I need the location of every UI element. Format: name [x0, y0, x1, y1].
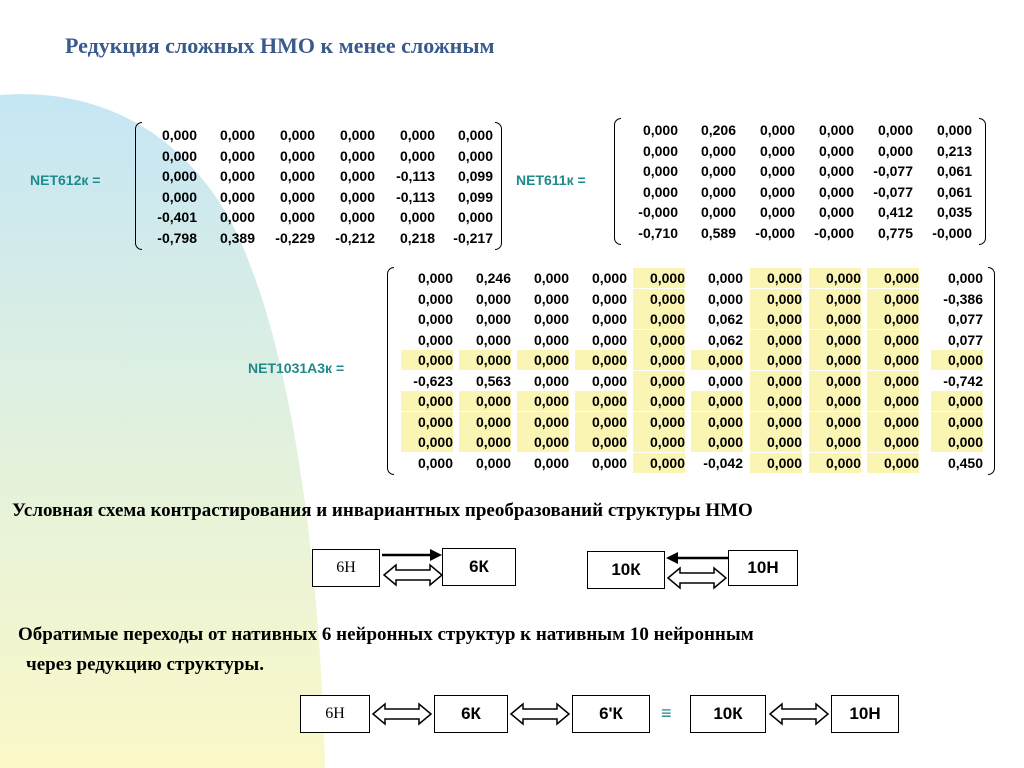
- matrix-cell: 0,000: [517, 391, 569, 411]
- matrix-cell: 0,000: [867, 412, 919, 432]
- node-label: 6Н: [336, 559, 356, 576]
- matrix-cell: 0,000: [417, 454, 453, 471]
- matrix-cell: 0,000: [642, 163, 678, 179]
- matrix-cell: 0,000: [759, 122, 795, 138]
- double-arrow-icon: [509, 701, 571, 727]
- matrix-cell: 0,000: [707, 290, 743, 307]
- matrix-cell: -0,212: [335, 229, 375, 246]
- matrix-cell: 0,000: [399, 127, 435, 143]
- matrix-cell: 0,000: [867, 268, 919, 288]
- matrix-row: [387, 391, 995, 412]
- matrix-cell: 0,000: [691, 432, 743, 452]
- matrix-cell: 0,389: [219, 229, 255, 246]
- matrix-cell: 0,000: [633, 350, 685, 370]
- matrix-cell: 0,000: [936, 122, 972, 138]
- matrix-cell: 0,218: [399, 229, 435, 246]
- matrix-net612: [135, 122, 502, 250]
- matrix-cell: 0,000: [642, 142, 678, 159]
- matrix-cell: 0,077: [947, 331, 983, 348]
- matrix-cell: 0,000: [339, 209, 375, 225]
- matrix-cell: 0,000: [533, 372, 569, 389]
- matrix-cell: 0,000: [750, 330, 802, 350]
- matrix-cell: 0,000: [750, 391, 802, 411]
- matrix-cell: 0,000: [575, 391, 627, 411]
- section-text-line1: Обратимые переходы от нативных 6 нейронных структур к нативным 10 нейронным: [18, 624, 754, 645]
- matrix-cell: -0,217: [453, 229, 493, 246]
- matrix-cell: 0,000: [219, 127, 255, 143]
- node-6n: [300, 695, 370, 733]
- matrix-cell: 0,000: [339, 127, 375, 143]
- double-arrow-icon: [382, 562, 444, 588]
- matrix-cell: 0,000: [867, 350, 919, 370]
- double-arrow-icon: [768, 701, 830, 727]
- matrix-cell: 0,000: [575, 350, 627, 370]
- matrix-cell: -0,000: [638, 204, 678, 220]
- matrix-cell: 0,000: [161, 147, 197, 164]
- matrix-cell: 0,000: [750, 289, 802, 309]
- matrix-cell: 0,000: [457, 147, 493, 164]
- arrow-left-icon: [664, 551, 730, 565]
- matrix-cell: 0,000: [877, 142, 913, 159]
- matrix-cell: 0,000: [931, 432, 983, 452]
- matrix-cell: 0,000: [161, 127, 197, 143]
- matrix-cell: -0,000: [755, 224, 795, 241]
- matrix-cell: 0,000: [633, 289, 685, 309]
- matrix-cell: 0,000: [591, 270, 627, 286]
- matrix-cell: -0,000: [932, 224, 972, 241]
- matrix-cell: 0,062: [707, 311, 743, 327]
- matrix-row: [614, 141, 986, 162]
- matrix-cell: 0,000: [809, 432, 861, 452]
- node-label: 10Н: [747, 558, 779, 577]
- matrix-cell: 0,000: [633, 309, 685, 329]
- matrix-row: [614, 161, 986, 182]
- matrix-cell: 0,000: [750, 453, 802, 473]
- matrix-row: [387, 371, 995, 392]
- matrix-label-net1031: NET1031А3к =: [248, 360, 345, 376]
- matrix-label-net612: NET612к =: [30, 172, 101, 188]
- matrix-label-net611: NET611к =: [516, 172, 586, 188]
- matrix-cell: 0,000: [809, 412, 861, 432]
- matrix-cell: 0,000: [279, 147, 315, 164]
- matrix-cell: 0,000: [219, 168, 255, 184]
- section-heading-scheme: Условная схема контрастирования и инвариантных преобразований структуры НМО: [12, 500, 753, 521]
- matrix-cell: 0,000: [867, 371, 919, 391]
- equivalence-sign: ≡: [661, 703, 672, 723]
- matrix-cell: 0,000: [279, 188, 315, 205]
- matrix-cell: 0,000: [339, 168, 375, 184]
- matrix-cell: 0,000: [867, 453, 919, 473]
- matrix-cell: 0,000: [633, 432, 685, 452]
- matrix-cell: 0,563: [475, 372, 511, 389]
- node-label: 6К: [461, 704, 481, 723]
- matrix-cell: -0,077: [873, 183, 913, 200]
- matrix-cell: 0,000: [931, 412, 983, 432]
- matrix-row: [614, 182, 986, 203]
- matrix-cell: 0,000: [867, 309, 919, 329]
- matrix-cell: 0,412: [877, 204, 913, 220]
- node-label: 10Н: [849, 704, 881, 723]
- matrix-cell: 0,099: [457, 188, 493, 205]
- matrix-cell: 0,000: [759, 183, 795, 200]
- page-title: Редукция сложных НМО к менее сложным: [65, 33, 495, 58]
- matrix-row: [135, 125, 502, 146]
- matrix-cell: -0,386: [943, 290, 983, 307]
- double-arrow-icon: [371, 701, 433, 727]
- matrix-cell: 0,000: [809, 391, 861, 411]
- double-arrow-icon: [666, 565, 728, 591]
- matrix-cell: 0,000: [533, 270, 569, 286]
- matrix-cell: -0,113: [396, 188, 435, 205]
- matrix-row: [387, 330, 995, 351]
- matrix-cell: 0,000: [417, 270, 453, 286]
- matrix-cell: 0,000: [219, 188, 255, 205]
- matrix-cell: -0,742: [943, 372, 983, 389]
- matrix-cell: 0,000: [401, 432, 453, 452]
- matrix-cell: 0,000: [459, 412, 511, 432]
- node-label: 10К: [611, 560, 641, 579]
- matrix-cell: 0,000: [877, 122, 913, 138]
- node-10k: [690, 695, 766, 733]
- matrix-cell: 0,000: [759, 163, 795, 179]
- matrix-cell: 0,000: [642, 122, 678, 138]
- matrix-cell: 0,000: [339, 147, 375, 164]
- matrix-cell: 0,000: [339, 188, 375, 205]
- matrix-cell: 0,000: [759, 142, 795, 159]
- matrix-cell: 0,000: [161, 188, 197, 205]
- matrix-cell: -0,077: [873, 163, 913, 179]
- matrix-cell: 0,206: [700, 122, 736, 138]
- matrix-row: [387, 309, 995, 330]
- node-6k: [434, 695, 508, 733]
- matrix-cell: 0,000: [818, 142, 854, 159]
- matrix-cell: -0,710: [638, 224, 678, 241]
- matrix-cell: 0,000: [475, 311, 511, 327]
- matrix-cell: 0,000: [399, 209, 435, 225]
- matrix-row: [387, 432, 995, 453]
- matrix-cell: 0,000: [475, 331, 511, 348]
- matrix-row: [135, 146, 502, 167]
- matrix-cell: 0,000: [867, 289, 919, 309]
- section-text-line2: через редукцию структуры.: [26, 654, 265, 675]
- matrix-cell: 0,000: [691, 350, 743, 370]
- matrix-cell: 0,000: [750, 309, 802, 329]
- matrix-cell: -0,000: [814, 224, 854, 241]
- matrix-cell: 0,450: [947, 454, 983, 471]
- matrix-cell: 0,000: [533, 331, 569, 348]
- matrix-cell: 0,000: [931, 350, 983, 370]
- matrix-cell: 0,000: [707, 372, 743, 389]
- node-label: 6К: [469, 557, 489, 576]
- matrix-cell: 0,000: [417, 290, 453, 307]
- matrix-cell: 0,000: [475, 454, 511, 471]
- matrix-cell: 0,000: [459, 350, 511, 370]
- matrix-cell: -0,042: [703, 454, 743, 471]
- node-label: 6'К: [599, 704, 623, 723]
- matrix-row: [387, 453, 995, 474]
- matrix-cell: 0,000: [809, 309, 861, 329]
- matrix-cell: 0,000: [459, 391, 511, 411]
- node-6k: [442, 548, 516, 586]
- matrix-cell: 0,000: [591, 372, 627, 389]
- matrix-cell: 0,000: [417, 311, 453, 327]
- matrix-cell: 0,000: [867, 330, 919, 350]
- matrix-cell: 0,000: [818, 183, 854, 200]
- matrix-cell: 0,000: [642, 183, 678, 200]
- matrix-cell: 0,000: [517, 350, 569, 370]
- matrix-row: [614, 223, 986, 244]
- matrix-row: [614, 120, 986, 141]
- matrix-cell: 0,000: [818, 204, 854, 220]
- matrix-cell: 0,000: [575, 412, 627, 432]
- matrix-cell: 0,000: [279, 127, 315, 143]
- matrix-cell: 0,062: [707, 331, 743, 348]
- matrix-cell: 0,061: [936, 163, 972, 179]
- matrix-cell: 0,000: [809, 371, 861, 391]
- matrix-cell: 0,000: [401, 412, 453, 432]
- matrix-row: [135, 228, 502, 249]
- matrix-cell: 0,000: [809, 330, 861, 350]
- matrix-cell: 0,000: [707, 270, 743, 286]
- matrix-cell: 0,035: [936, 204, 972, 220]
- matrix-cell: -0,113: [396, 168, 435, 184]
- matrix-row: [387, 289, 995, 310]
- matrix-cell: 0,000: [633, 330, 685, 350]
- matrix-cell: 0,000: [533, 454, 569, 471]
- matrix-cell: 0,000: [401, 391, 453, 411]
- matrix-cell: 0,246: [475, 270, 511, 286]
- node-label: 6Н: [325, 705, 345, 722]
- matrix-cell: 0,000: [700, 204, 736, 220]
- matrix-cell: 0,000: [818, 122, 854, 138]
- matrix-cell: 0,000: [457, 209, 493, 225]
- matrix-cell: -0,798: [157, 229, 197, 246]
- matrix-cell: 0,000: [809, 453, 861, 473]
- matrix-cell: 0,000: [691, 412, 743, 432]
- matrix-cell: 0,000: [931, 391, 983, 411]
- matrix-cell: 0,213: [936, 142, 972, 159]
- matrix-row: [135, 207, 502, 228]
- matrix-cell: 0,000: [750, 432, 802, 452]
- matrix-cell: -0,623: [413, 372, 453, 389]
- node-6n: [312, 549, 380, 587]
- matrix-cell: 0,000: [517, 412, 569, 432]
- matrix-cell: 0,000: [399, 147, 435, 164]
- node-6k-prime: [572, 695, 650, 733]
- matrix-cell: 0,000: [401, 350, 453, 370]
- node-label: 10К: [713, 704, 743, 723]
- matrix-row: [387, 350, 995, 371]
- matrix-cell: 0,000: [633, 268, 685, 288]
- matrix-net1031a3: [387, 267, 995, 475]
- matrix-cell: 0,000: [219, 147, 255, 164]
- matrix-cell: 0,000: [279, 209, 315, 225]
- matrix-cell: 0,000: [591, 331, 627, 348]
- matrix-cell: 0,589: [700, 224, 736, 241]
- matrix-cell: 0,000: [633, 453, 685, 473]
- matrix-cell: 0,000: [750, 412, 802, 432]
- node-10n: [831, 695, 899, 733]
- matrix-row: [387, 412, 995, 433]
- matrix-cell: 0,000: [591, 311, 627, 327]
- matrix-row: [135, 187, 502, 208]
- matrix-cell: 0,000: [750, 350, 802, 370]
- matrix-cell: 0,000: [750, 371, 802, 391]
- matrix-cell: 0,000: [867, 432, 919, 452]
- node-10n: [728, 550, 798, 586]
- matrix-cell: 0,000: [517, 432, 569, 452]
- matrix-cell: 0,000: [475, 290, 511, 307]
- matrix-cell: 0,000: [867, 391, 919, 411]
- arrow-right-icon: [380, 548, 444, 562]
- matrix-cell: 0,000: [633, 391, 685, 411]
- matrix-cell: 0,000: [809, 268, 861, 288]
- matrix-cell: 0,000: [700, 183, 736, 200]
- matrix-cell: 0,099: [457, 168, 493, 184]
- matrix-cell: 0,000: [417, 331, 453, 348]
- matrix-cell: 0,775: [877, 224, 913, 241]
- matrix-cell: 0,000: [161, 168, 197, 184]
- matrix-cell: 0,000: [459, 432, 511, 452]
- matrix-cell: 0,000: [633, 371, 685, 391]
- matrix-cell: 0,000: [809, 350, 861, 370]
- matrix-cell: 0,000: [759, 204, 795, 220]
- matrix-cell: 0,000: [947, 270, 983, 286]
- matrix-row: [614, 202, 986, 223]
- matrix-cell: -0,229: [275, 229, 315, 246]
- matrix-row: [135, 166, 502, 187]
- matrix-cell: 0,000: [591, 290, 627, 307]
- matrix-cell: 0,000: [575, 432, 627, 452]
- matrix-cell: 0,000: [533, 290, 569, 307]
- matrix-net611: [614, 118, 986, 245]
- matrix-cell: 0,077: [947, 311, 983, 327]
- matrix-cell: 0,000: [279, 168, 315, 184]
- matrix-cell: 0,000: [691, 391, 743, 411]
- matrix-cell: 0,000: [219, 209, 255, 225]
- matrix-cell: 0,000: [457, 127, 493, 143]
- matrix-cell: 0,000: [818, 163, 854, 179]
- matrix-cell: 0,061: [936, 183, 972, 200]
- matrix-cell: 0,000: [533, 311, 569, 327]
- node-10k: [587, 551, 665, 589]
- matrix-cell: 0,000: [700, 163, 736, 179]
- matrix-cell: 0,000: [750, 268, 802, 288]
- matrix-row: [387, 268, 995, 289]
- matrix-cell: 0,000: [591, 454, 627, 471]
- matrix-cell: -0,401: [157, 209, 197, 225]
- matrix-cell: 0,000: [809, 289, 861, 309]
- matrix-cell: 0,000: [633, 412, 685, 432]
- matrix-cell: 0,000: [700, 142, 736, 159]
